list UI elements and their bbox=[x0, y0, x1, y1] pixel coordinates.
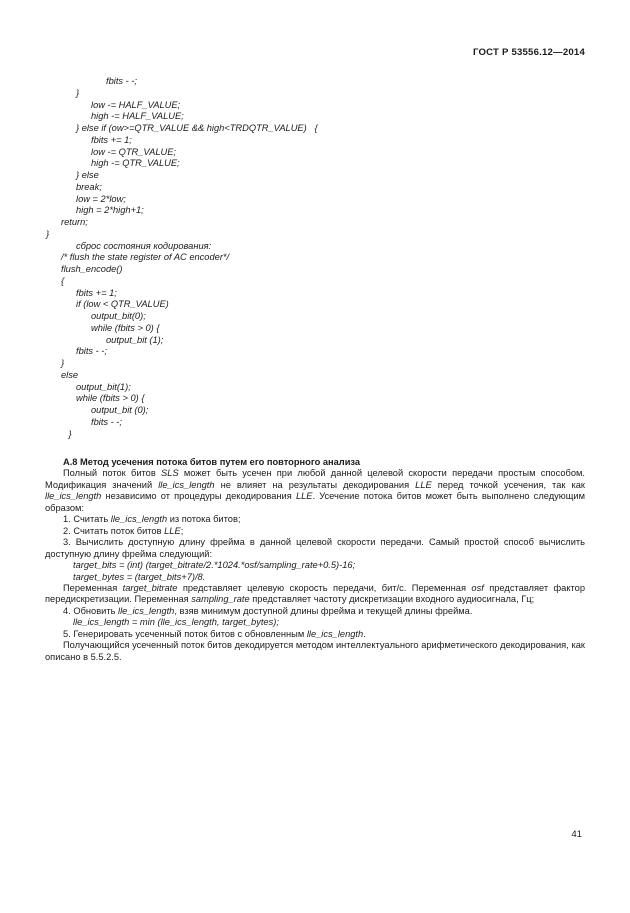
code-line: output_bit (0); bbox=[91, 405, 149, 415]
code-line: while (fbits > 0) { bbox=[76, 393, 145, 404]
code-line: fbits += 1; bbox=[76, 287, 117, 298]
code-line: { bbox=[61, 275, 65, 286]
code-line: flush_encode() bbox=[61, 264, 123, 274]
formula-line: target_bits = (int) (target_bitrate/2.*1024.*osf/sampling_rate+0.5)-16; bbox=[73, 560, 356, 571]
code-line: high -= HALF_VALUE; bbox=[91, 111, 184, 122]
paragraph: 1. Считать lle_ics_length из потока битов; bbox=[63, 514, 241, 525]
code-block bbox=[46, 76, 590, 440]
paragraph: 4. Обновить lle_ics_length, взяв минимум доступной длины фрейма и текущей длины фрейма. bbox=[63, 605, 473, 616]
formula-line: target_bytes = (target_bits+7)/8. bbox=[73, 571, 206, 582]
code-line: } bbox=[46, 228, 50, 239]
code-line: low -= HALF_VALUE; bbox=[91, 99, 181, 110]
code-line: } bbox=[61, 358, 65, 368]
code-line: fbits += 1; bbox=[91, 134, 132, 145]
paragraph: 5. Генерировать усеченный поток битов с обновленным lle_ics_length. bbox=[63, 628, 366, 639]
code-line: fbits - -; bbox=[91, 416, 122, 427]
paragraph: Переменная target_bitrate представляет целевую скорость передачи, бит/с. Переменная osf представляет фактор передискретизации. Переменная sampling_rate представляет частоту дискретизации входного аудиосигнала, Гц; bbox=[45, 582, 585, 605]
code-line: high = 2*high+1; bbox=[76, 205, 144, 216]
code-line: output_bit (1); bbox=[106, 334, 164, 345]
code-line: while (fbits > 0) { bbox=[91, 322, 160, 333]
code-line: return; bbox=[61, 217, 88, 227]
standard-number: ГОСТ Р 53556.12—2014 bbox=[472, 47, 585, 58]
code-line: } else if (ow>=QTR_VALUE && high<TRDQTR_VALUE) { bbox=[76, 123, 318, 133]
code-line: fbits - -; bbox=[76, 346, 107, 357]
code-line: low = 2*low; bbox=[76, 193, 126, 204]
code-line: fbits - -; bbox=[106, 76, 137, 86]
code-line: else bbox=[61, 369, 79, 380]
code-line: break; bbox=[76, 181, 102, 192]
code-line: output_bit(0); bbox=[91, 311, 146, 321]
paragraph: 2. Считать поток битов LLE; bbox=[63, 525, 184, 536]
page-number: 41 bbox=[571, 829, 582, 840]
code-line: } bbox=[68, 428, 72, 439]
section bbox=[45, 457, 585, 663]
paragraph: 3. Вычислить доступную длину фрейма в данной целевой скорости передачи. Самый простой способ вычислить доступную длину фрейма следующий: bbox=[45, 537, 585, 559]
code-line: сброс состояния кодирования: bbox=[76, 240, 212, 251]
code-line: low -= QTR_VALUE; bbox=[91, 146, 176, 157]
section-paragraphs bbox=[45, 468, 585, 663]
code-line: } else bbox=[76, 170, 99, 180]
paragraph: Получающийся усеченный поток битов декодируется методом интеллектуального арифметического декодирования, как описано в 5.5.2.5. bbox=[45, 640, 585, 662]
formula-line: lle_ics_length = min (lle_ics_length, target_bytes); bbox=[73, 617, 279, 628]
code-line: high -= QTR_VALUE; bbox=[91, 158, 180, 169]
code-line: /* flush the state register of AC encoder*/ bbox=[61, 252, 230, 263]
code-line: if (low < QTR_VALUE) bbox=[76, 299, 169, 310]
code-line: } bbox=[76, 87, 80, 98]
paragraph: Полный поток битов SLS может быть усечен при любой данной целевой скорости передачи простым способом. Модификация значений lle_ics_length не влияет на результаты декодирования LLE перед точкой усечения, так как lle_ics_length независимо от процедуры декодирования LLE. Усечение потока битов может быть выполнено следующим образом: bbox=[45, 468, 585, 513]
section-heading: А.8 Метод усечения потока битов путем его повторного анализа bbox=[63, 457, 361, 467]
code-line: output_bit(1); bbox=[76, 381, 131, 392]
